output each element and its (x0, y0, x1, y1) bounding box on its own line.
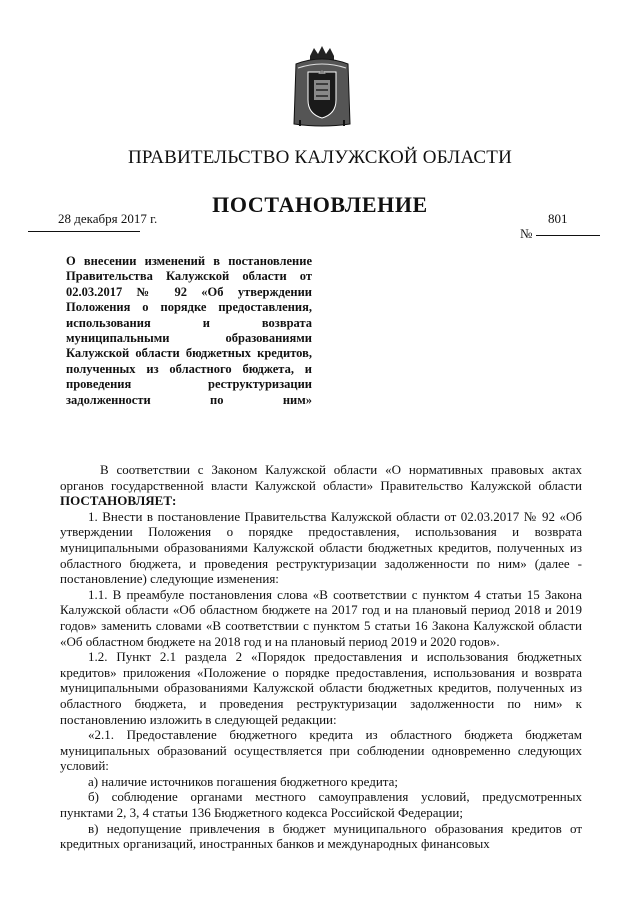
body-paragraph: в) недопущение привлечения в бюджет муниципального образования кредитов от кредитных организаций, иностранных банков и международных финансовых (60, 820, 582, 852)
body-paragraph: 1.1. В преамбуле постановления слова «В соответствии с пунктом 4 статьи 15 Закона Калужской области «Об областном бюджете на 2017 год и на плановый период 2018 и 2019 годов» заменить словами «В соответствии с пунктом 5 статьи 16 Закона Калужской области «Об областном бюджете на 2018 год и на плановый период 2019 и 2020 годов». (60, 586, 582, 649)
document-number: 801 (548, 211, 568, 226)
document-subject: О внесении изменений в постановление Правительства Калужской области от 02.03.2017 № 92 «Об утверждении Положения о порядке предоставления, использования и возврата муниципальными образованиями Калужской области бюджетных кредитов, полученных из областного бюджета, и проведения реструктуризации задолженности по ним» (66, 254, 312, 407)
document-date: 28 декабря 2017 г. (58, 211, 158, 226)
number-underline (536, 235, 600, 236)
body-paragraph: 1.2. Пункт 2.1 раздела 2 «Порядок предоставления и использования бюджетных кредитов» приложения «Положение о порядке предоставления, использования и возврата муниципальными образованиями Калужской области бюджетных кредитов, полученных из областного бюджета, и проведения реструктуризации задолженности по ним» к постановлению изложить в следующей редакции: (60, 649, 582, 727)
body-paragraph: б) соблюдение органами местного самоуправления условий, предусмотренных пунктами 2, 3, 4 статьи 136 Бюджетного кодекса Российской Федерации; (60, 789, 582, 821)
document-body (60, 462, 582, 852)
preamble-paragraph (60, 462, 582, 509)
body-paragraph: «2.1. Предоставление бюджетного кредита из областного бюджета бюджетам муниципальных образований осуществляется при соблюдении одновременно следующих условий: (60, 727, 582, 774)
organization-title: ПРАВИТЕЛЬСТВО КАЛУЖСКОЙ ОБЛАСТИ (127, 147, 513, 168)
resolution-word: ПОСТАНОВЛЯЕТ: (60, 493, 177, 509)
date-underline (28, 231, 140, 232)
number-sign: № (520, 226, 533, 241)
coat-of-arms-emblem (290, 44, 354, 128)
document-type-title: ПОСТАНОВЛЕНИЕ (212, 192, 428, 217)
body-paragraph: 1. Внести в постановление Правительства Калужской области от 02.03.2017 № 92 «Об утверждении Положения о порядке предоставления, использования и возврата муниципальными образованиями Калужской области бюджетных кредитов, полученных из областного бюджета, и проведения реструктуризации задолженности по ним» (далее - постановление) следующие изменения: (60, 508, 582, 587)
preamble-text: В соответствии с Законом Калужской области «О нормативных правовых актах органов государственной власти Калужской области» Правительство Калужской области (60, 462, 582, 493)
body-paragraph: а) наличие источников погашения бюджетного кредита; (88, 773, 398, 789)
